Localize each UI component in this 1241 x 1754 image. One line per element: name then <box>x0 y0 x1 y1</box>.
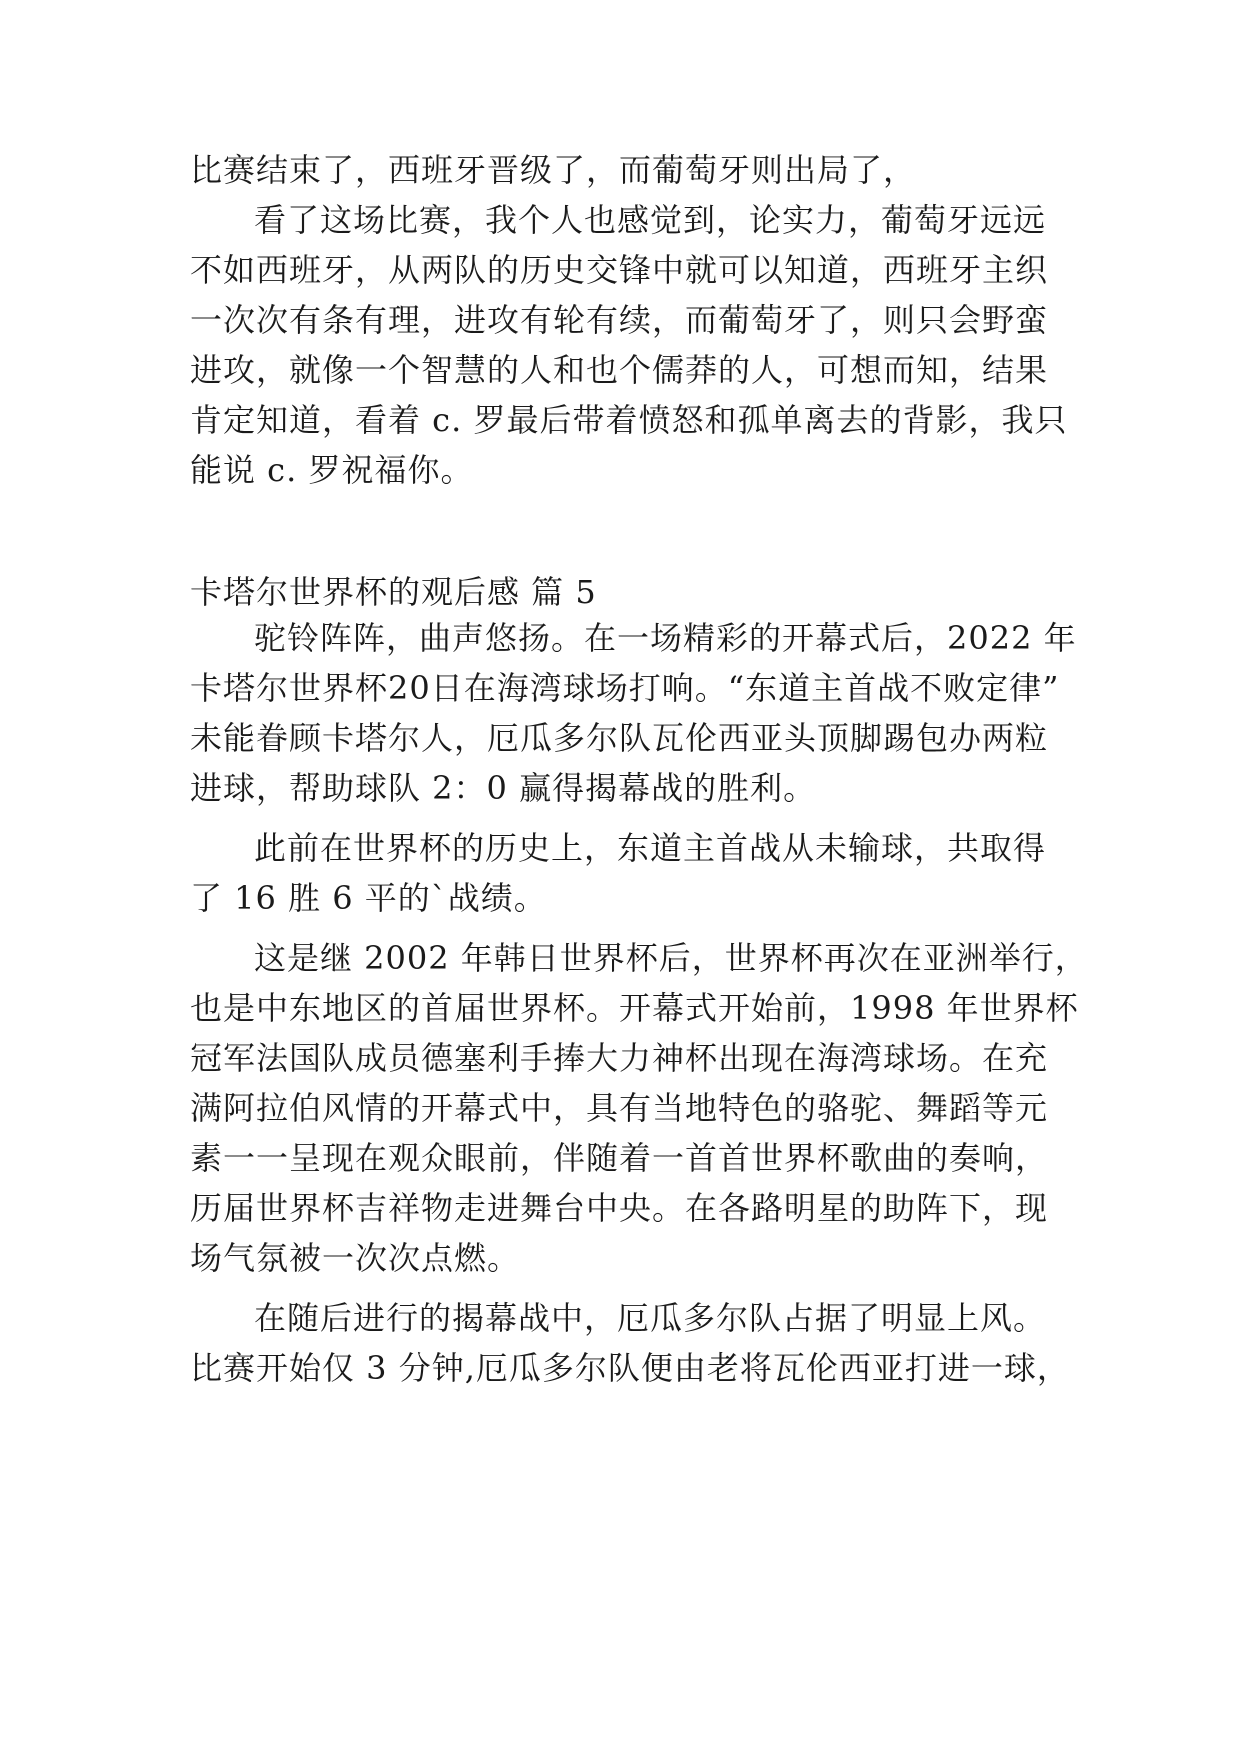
text-line: 不如西班牙，从两队的历史交锋中就可以知道，西班牙主织 <box>190 251 1049 289</box>
text-line: 进攻，就像一个智慧的人和也个儒莽的人，可想而知，结果 <box>190 351 1049 389</box>
text-line: 卡塔尔世界杯20日在海湾球场打响。“东道主首战不败定律” <box>190 669 1060 707</box>
text-line: 此前在世界杯的历史上，东道主首战从未输球，共取得 <box>254 829 1047 867</box>
text-line: 能说 c. 罗祝福你。 <box>190 451 474 489</box>
text-line: 肯定知道，看着 c. 罗最后带着愤怒和孤单离去的背影，我只 <box>190 401 1068 439</box>
text-line: 冠军法国队成员德塞利手捧大力神杯出现在海湾球场。在充 <box>190 1039 1049 1077</box>
text-line: 场气氛被一次次点燃。 <box>190 1239 521 1277</box>
text-line: 历届世界杯吉祥物走进舞台中央。在各路明星的助阵下，现 <box>190 1189 1049 1227</box>
text-line: 进球，帮助球队 2：0 赢得揭幕战的胜利。 <box>190 769 817 807</box>
text-line: 在随后进行的揭幕战中，厄瓜多尔队占据了明显上风。 <box>254 1299 1047 1337</box>
text-line: 也是中东地区的首届世界杯。开幕式开始前，1998 年世界杯 <box>190 989 1079 1027</box>
text-line: 比赛结束了，西班牙晋级了，而葡萄牙则出局了， <box>190 151 917 189</box>
text-line: 了 16 胜 6 平的`战绩。 <box>190 879 547 917</box>
text-line: 看了这场比赛，我个人也感觉到，论实力，葡萄牙远远 <box>254 201 1047 239</box>
text-line: 一次次有条有理，进攻有轮有续，而葡萄牙了，则只会野蛮 <box>190 301 1049 339</box>
text-line: 比赛开始仅 3 分钟,厄瓜多尔队便由老将瓦伦西亚打进一球， <box>190 1349 1070 1387</box>
text-line: 满阿拉伯风情的开幕式中，具有当地特色的骆驼、舞蹈等元 <box>190 1089 1049 1127</box>
text-line: 驼铃阵阵，曲声悠扬。在一场精彩的开幕式后，2022 年 <box>254 619 1077 657</box>
text-line: 这是继 2002 年韩日世界杯后，世界杯再次在亚洲举行， <box>254 939 1088 977</box>
text-line: 素一一呈现在观众眼前，伴随着一首首世界杯歌曲的奏响， <box>190 1139 1049 1177</box>
section-heading: 卡塔尔世界杯的观后感 篇 5 <box>190 573 597 611</box>
text-line: 未能眷顾卡塔尔人，厄瓜多尔队瓦伦西亚头顶脚踢包办两粒 <box>190 719 1049 757</box>
